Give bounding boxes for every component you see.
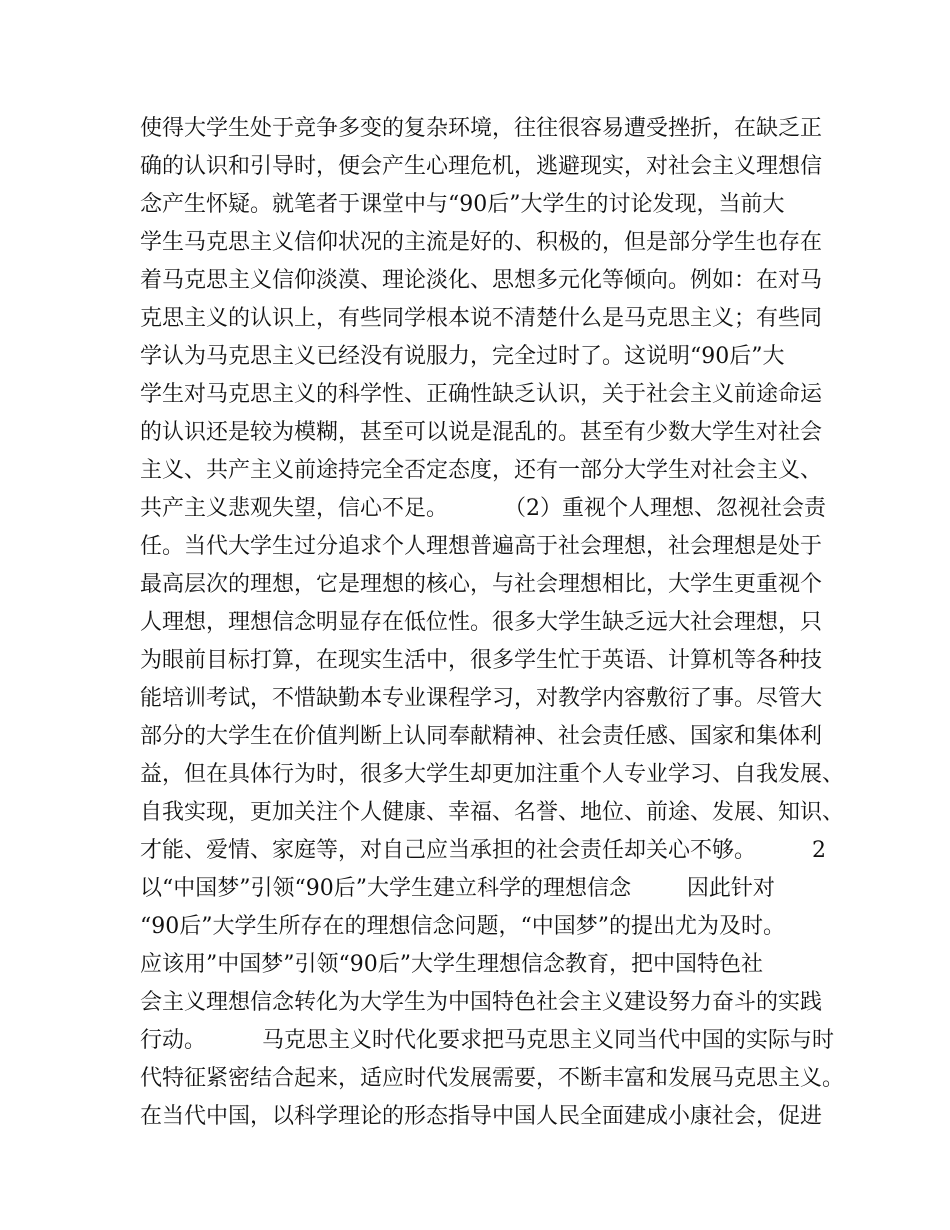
text-line: 最高层次的理想，它是理想的核心，与社会理想相比，大学生更重视个 bbox=[140, 572, 823, 597]
body-text bbox=[140, 110, 845, 1136]
text-line: 念产生怀疑。就笔者于课堂中与“90后”大学生的讨论发现，当前大 bbox=[140, 192, 785, 217]
text-line: 自我实现，更加关注个人健康、幸福、名誉、地位、前途、发展、知识、 bbox=[140, 800, 845, 825]
text-line: 使得大学生处于竞争多变的复杂环境，往往很容易遭受挫折，在缺乏正 bbox=[140, 116, 823, 141]
text-line: 着马克思主义信仰淡漠、理论淡化、思想多元化等倾向。例如：在对马 bbox=[140, 268, 823, 293]
text-line: 应该用”中国梦”引领“90后”大学生理想信念教育，把中国特色社 bbox=[140, 952, 763, 977]
text-line: 克思主义的认识上，有些同学根本说不清楚什么是马克思主义；有些同 bbox=[140, 306, 823, 331]
text-line: 行动。 马克思主义时代化要求把马克思主义同当代中国的实际与时 bbox=[140, 1028, 834, 1053]
text-line: 会主义理想信念转化为大学生为中国特色社会主义建设努力奋斗的实践 bbox=[140, 990, 823, 1015]
text-line: 才能、爱情、家庭等，对自己应当承担的社会责任却关心不够。 2 bbox=[140, 838, 826, 863]
text-line: 共产主义悲观失望，信心不足。 （2）重视个人理想、忽视社会责 bbox=[140, 496, 826, 521]
text-line: 能培训考试，不惜缺勤本专业课程学习，对教学内容敷衍了事。尽管大 bbox=[140, 686, 823, 711]
text-line: 以“中国梦”引领“90后”大学生建立科学的理想信念 因此针对 bbox=[140, 876, 775, 901]
text-line: 主义、共产主义前途持完全否定态度，还有一部分大学生对社会主义、 bbox=[140, 458, 823, 483]
text-line: 确的认识和引导时，便会产生心理危机，逃避现实，对社会主义理想信 bbox=[140, 154, 823, 179]
text-line: “90后”大学生所存在的理想信念问题，“中国梦”的提出尤为及时。 bbox=[140, 914, 785, 939]
text-line: 的认识还是较为模糊，甚至可以说是混乱的。甚至有少数大学生对社会 bbox=[140, 420, 823, 445]
text-line: 代特征紧密结合起来，适应时代发展需要，不断丰富和发展马克思主义。 bbox=[140, 1066, 845, 1091]
text-line: 学生对马克思主义的科学性、正确性缺乏认识，关于社会主义前途命运 bbox=[140, 382, 823, 407]
text-line: 在当代中国，以科学理论的形态指导中国人民全面建成小康社会，促进 bbox=[140, 1104, 823, 1129]
text-line: 部分的大学生在价值判断上认同奉献精神、社会责任感、国家和集体利 bbox=[140, 724, 823, 749]
text-line: 人理想，理想信念明显存在低位性。很多大学生缺乏远大社会理想，只 bbox=[140, 610, 823, 635]
text-line: 任。当代大学生过分追求个人理想普遍高于社会理想，社会理想是处于 bbox=[140, 534, 823, 559]
text-line: 为眼前目标打算，在现实生活中，很多学生忙于英语、计算机等各种技 bbox=[140, 648, 823, 673]
text-line: 学认为马克思主义已经没有说服力，完全过时了。这说明“90后”大 bbox=[140, 344, 785, 369]
text-line: 学生马克思主义信仰状况的主流是好的、积极的，但是部分学生也存在 bbox=[140, 230, 823, 255]
text-line: 益，但在具体行为时，很多大学生却更加注重个人专业学习、自我发展、 bbox=[140, 762, 845, 787]
